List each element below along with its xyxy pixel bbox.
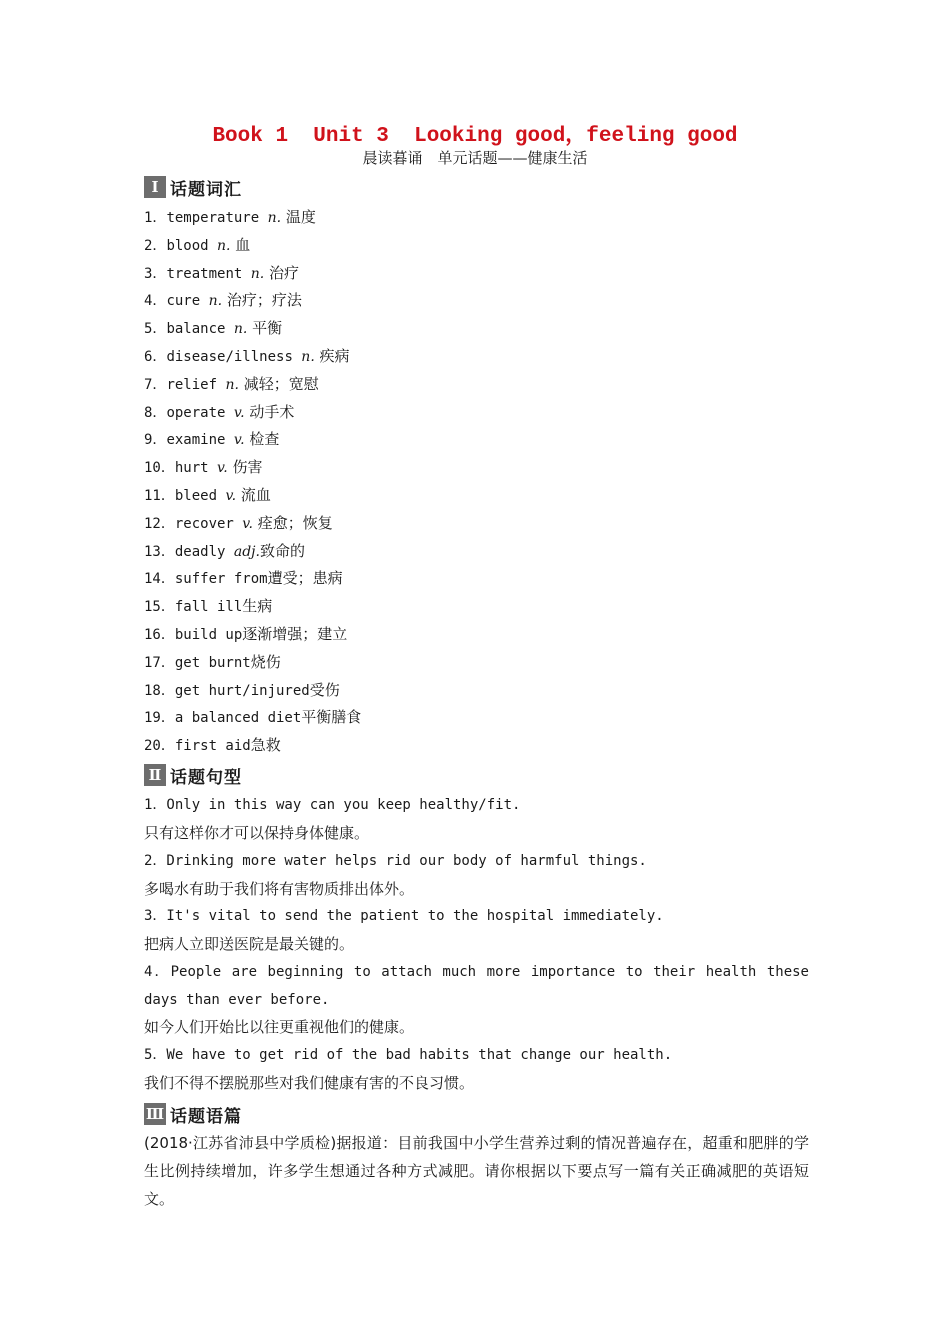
section-heading-vocab xyxy=(144,175,242,199)
vocab-word: fall ill xyxy=(174,599,243,616)
vocab-item xyxy=(144,346,809,367)
vocab-meaning: 烧伤 xyxy=(250,652,281,671)
vocab-word: disease/illness xyxy=(166,349,302,365)
vocab-word: recover xyxy=(174,515,243,532)
vocab-part-of-speech: n. xyxy=(217,237,231,254)
vocab-word: blood xyxy=(166,237,218,254)
vocab-word: treatment xyxy=(166,265,251,282)
page-subtitle: 晨读暮诵 单元话题——健康生活 xyxy=(362,149,588,167)
sentence-cn: 只有这样你才可以保持身体健康。 xyxy=(144,824,370,842)
vocab-meaning: 痊愈；恢复 xyxy=(253,513,333,532)
vocab-meaning: 血 xyxy=(230,235,251,254)
vocab-meaning: 治疗 xyxy=(264,263,299,282)
vocab-meaning: 平衡膳食 xyxy=(301,708,362,727)
vocab-word: examine xyxy=(166,432,234,449)
vocab-number: 19． xyxy=(144,710,175,727)
vocab-word: operate xyxy=(166,404,234,421)
vocab-item xyxy=(144,374,809,395)
vocab-item xyxy=(144,707,809,728)
section-title: 话题语篇 xyxy=(170,1106,242,1127)
vocab-number: 9． xyxy=(144,432,167,449)
vocab-part-of-speech: n. xyxy=(208,293,223,310)
vocab-part-of-speech: n. xyxy=(233,321,248,338)
section-number-badge: Ⅲ xyxy=(145,1105,165,1123)
vocab-number: 8． xyxy=(144,404,167,421)
passage-text: (2018·江苏省沛县中学质检)据报道：目前我国中小学生营养过剩的情况普遍存在，超重和肥胖的学生比例持续增加，许多学生想通过各种方式减肥。请你根据以下要点写一篇有关正确减肥的英语短文。 xyxy=(144,1134,809,1208)
vocab-item xyxy=(144,680,809,701)
vocab-item xyxy=(144,568,809,589)
vocab-number: 1． xyxy=(144,210,167,226)
vocab-item xyxy=(144,513,809,534)
sentence-cn: 我们不得不摆脱那些对我们健康有害的不良习惯。 xyxy=(144,1074,475,1092)
vocab-meaning: 逐渐增强；建立 xyxy=(242,625,348,643)
sentence-en: 2．Drinking more water helps rid our body of harmful things. xyxy=(144,853,647,869)
vocab-part-of-speech: n. xyxy=(267,210,282,226)
vocab-word: suffer from xyxy=(174,571,268,588)
vocab-item xyxy=(144,207,809,228)
vocab-meaning: 平衡 xyxy=(247,319,283,338)
sentence-cn: 多喝水有助于我们将有害物质排出体外。 xyxy=(144,880,415,898)
sentence-en: 1．Only in this way can you keep healthy/fit. xyxy=(144,797,521,813)
vocab-meaning: 检查 xyxy=(244,430,280,449)
vocab-item xyxy=(144,624,809,645)
vocab-word: balance xyxy=(166,321,234,338)
vocab-item xyxy=(144,235,809,256)
vocab-meaning: 生病 xyxy=(242,597,273,616)
vocab-meaning: 温度 xyxy=(281,208,316,226)
vocab-number: 14． xyxy=(144,571,175,588)
vocab-item xyxy=(144,290,809,311)
vocab-number: 15． xyxy=(144,599,175,616)
vocab-number: 6． xyxy=(144,349,167,365)
vocab-word: get hurt/injured xyxy=(174,682,310,699)
vocab-word: hurt xyxy=(174,460,218,477)
vocab-number: 20． xyxy=(144,738,175,755)
vocab-item xyxy=(144,263,809,284)
vocab-number: 13． xyxy=(144,543,175,560)
vocab-meaning: 受伤 xyxy=(309,680,340,699)
vocab-part-of-speech: adj. xyxy=(233,543,260,560)
vocab-word: get burnt xyxy=(174,654,251,671)
vocab-part-of-speech: v. xyxy=(225,488,237,504)
vocab-number: 4． xyxy=(144,293,167,310)
sentence-en-line1: 4．People are beginning to attach much more importance to their health these xyxy=(144,964,809,980)
vocab-number: 18． xyxy=(144,682,175,699)
vocab-word: build up xyxy=(174,627,243,643)
vocab-item xyxy=(144,735,809,756)
vocab-meaning: 流血 xyxy=(236,486,271,504)
vocab-item xyxy=(144,457,809,478)
vocab-word: relief xyxy=(166,376,226,393)
section-heading-passage xyxy=(144,1102,242,1126)
vocab-item xyxy=(144,596,809,617)
vocab-part-of-speech: v. xyxy=(233,432,245,449)
page-title: Book 1 Unit 3 Looking good，feeling good xyxy=(212,125,738,148)
vocab-number: 17． xyxy=(144,654,175,671)
vocab-number: 7． xyxy=(144,376,167,393)
sentence-en-line2: days than ever before. xyxy=(144,992,330,1008)
vocab-meaning: 减轻；宽慰 xyxy=(238,374,319,393)
vocab-word: temperature xyxy=(166,210,268,226)
section-title: 话题词汇 xyxy=(170,179,242,200)
vocab-word: a balanced diet xyxy=(174,710,302,727)
section-heading-sentences xyxy=(144,763,242,787)
vocab-part-of-speech: n. xyxy=(301,349,315,365)
sentence-en: 5．We have to get rid of the bad habits that change our health. xyxy=(144,1047,673,1063)
vocab-item xyxy=(144,652,809,673)
vocab-number: 12． xyxy=(144,515,175,532)
vocab-part-of-speech: n. xyxy=(250,265,265,282)
vocab-item xyxy=(144,485,809,506)
sentence-en: 3．It's vital to send the patient to the hospital immediately. xyxy=(144,908,664,924)
vocab-item xyxy=(144,429,809,450)
vocab-word: first aid xyxy=(174,738,251,755)
section-number-badge: Ⅱ xyxy=(144,764,166,786)
vocab-part-of-speech: v. xyxy=(217,460,228,477)
sentence-cn: 把病人立即送医院是最关键的。 xyxy=(144,935,355,953)
vocab-number: 11． xyxy=(144,488,175,504)
vocab-item xyxy=(144,541,809,562)
vocab-number: 5． xyxy=(144,321,167,338)
vocab-word: deadly xyxy=(174,543,234,560)
vocab-word: cure xyxy=(166,293,209,310)
vocab-item xyxy=(144,402,809,423)
vocab-part-of-speech: v. xyxy=(233,404,245,421)
vocab-meaning: 遭受；患病 xyxy=(267,569,343,588)
vocab-number: 2． xyxy=(144,237,167,254)
vocab-part-of-speech: n. xyxy=(225,376,239,393)
vocab-meaning: 动手术 xyxy=(244,402,295,421)
vocab-item xyxy=(144,318,809,339)
section-number-badge: Ⅰ xyxy=(144,176,166,198)
vocab-number: 10． xyxy=(144,460,175,477)
vocab-part-of-speech: v. xyxy=(242,515,253,532)
vocab-meaning: 伤害 xyxy=(227,458,263,477)
sentence-cn: 如今人们开始比以往更重视他们的健康。 xyxy=(144,1018,415,1036)
vocab-meaning: 致命的 xyxy=(259,541,305,560)
vocab-meaning: 急救 xyxy=(250,736,281,755)
vocab-meaning: 疾病 xyxy=(314,347,350,365)
vocab-word: bleed xyxy=(174,488,226,504)
vocab-meaning: 治疗；疗法 xyxy=(222,291,302,310)
section-title: 话题句型 xyxy=(170,767,242,788)
vocab-number: 3． xyxy=(144,265,167,282)
vocab-number: 16． xyxy=(144,627,175,643)
